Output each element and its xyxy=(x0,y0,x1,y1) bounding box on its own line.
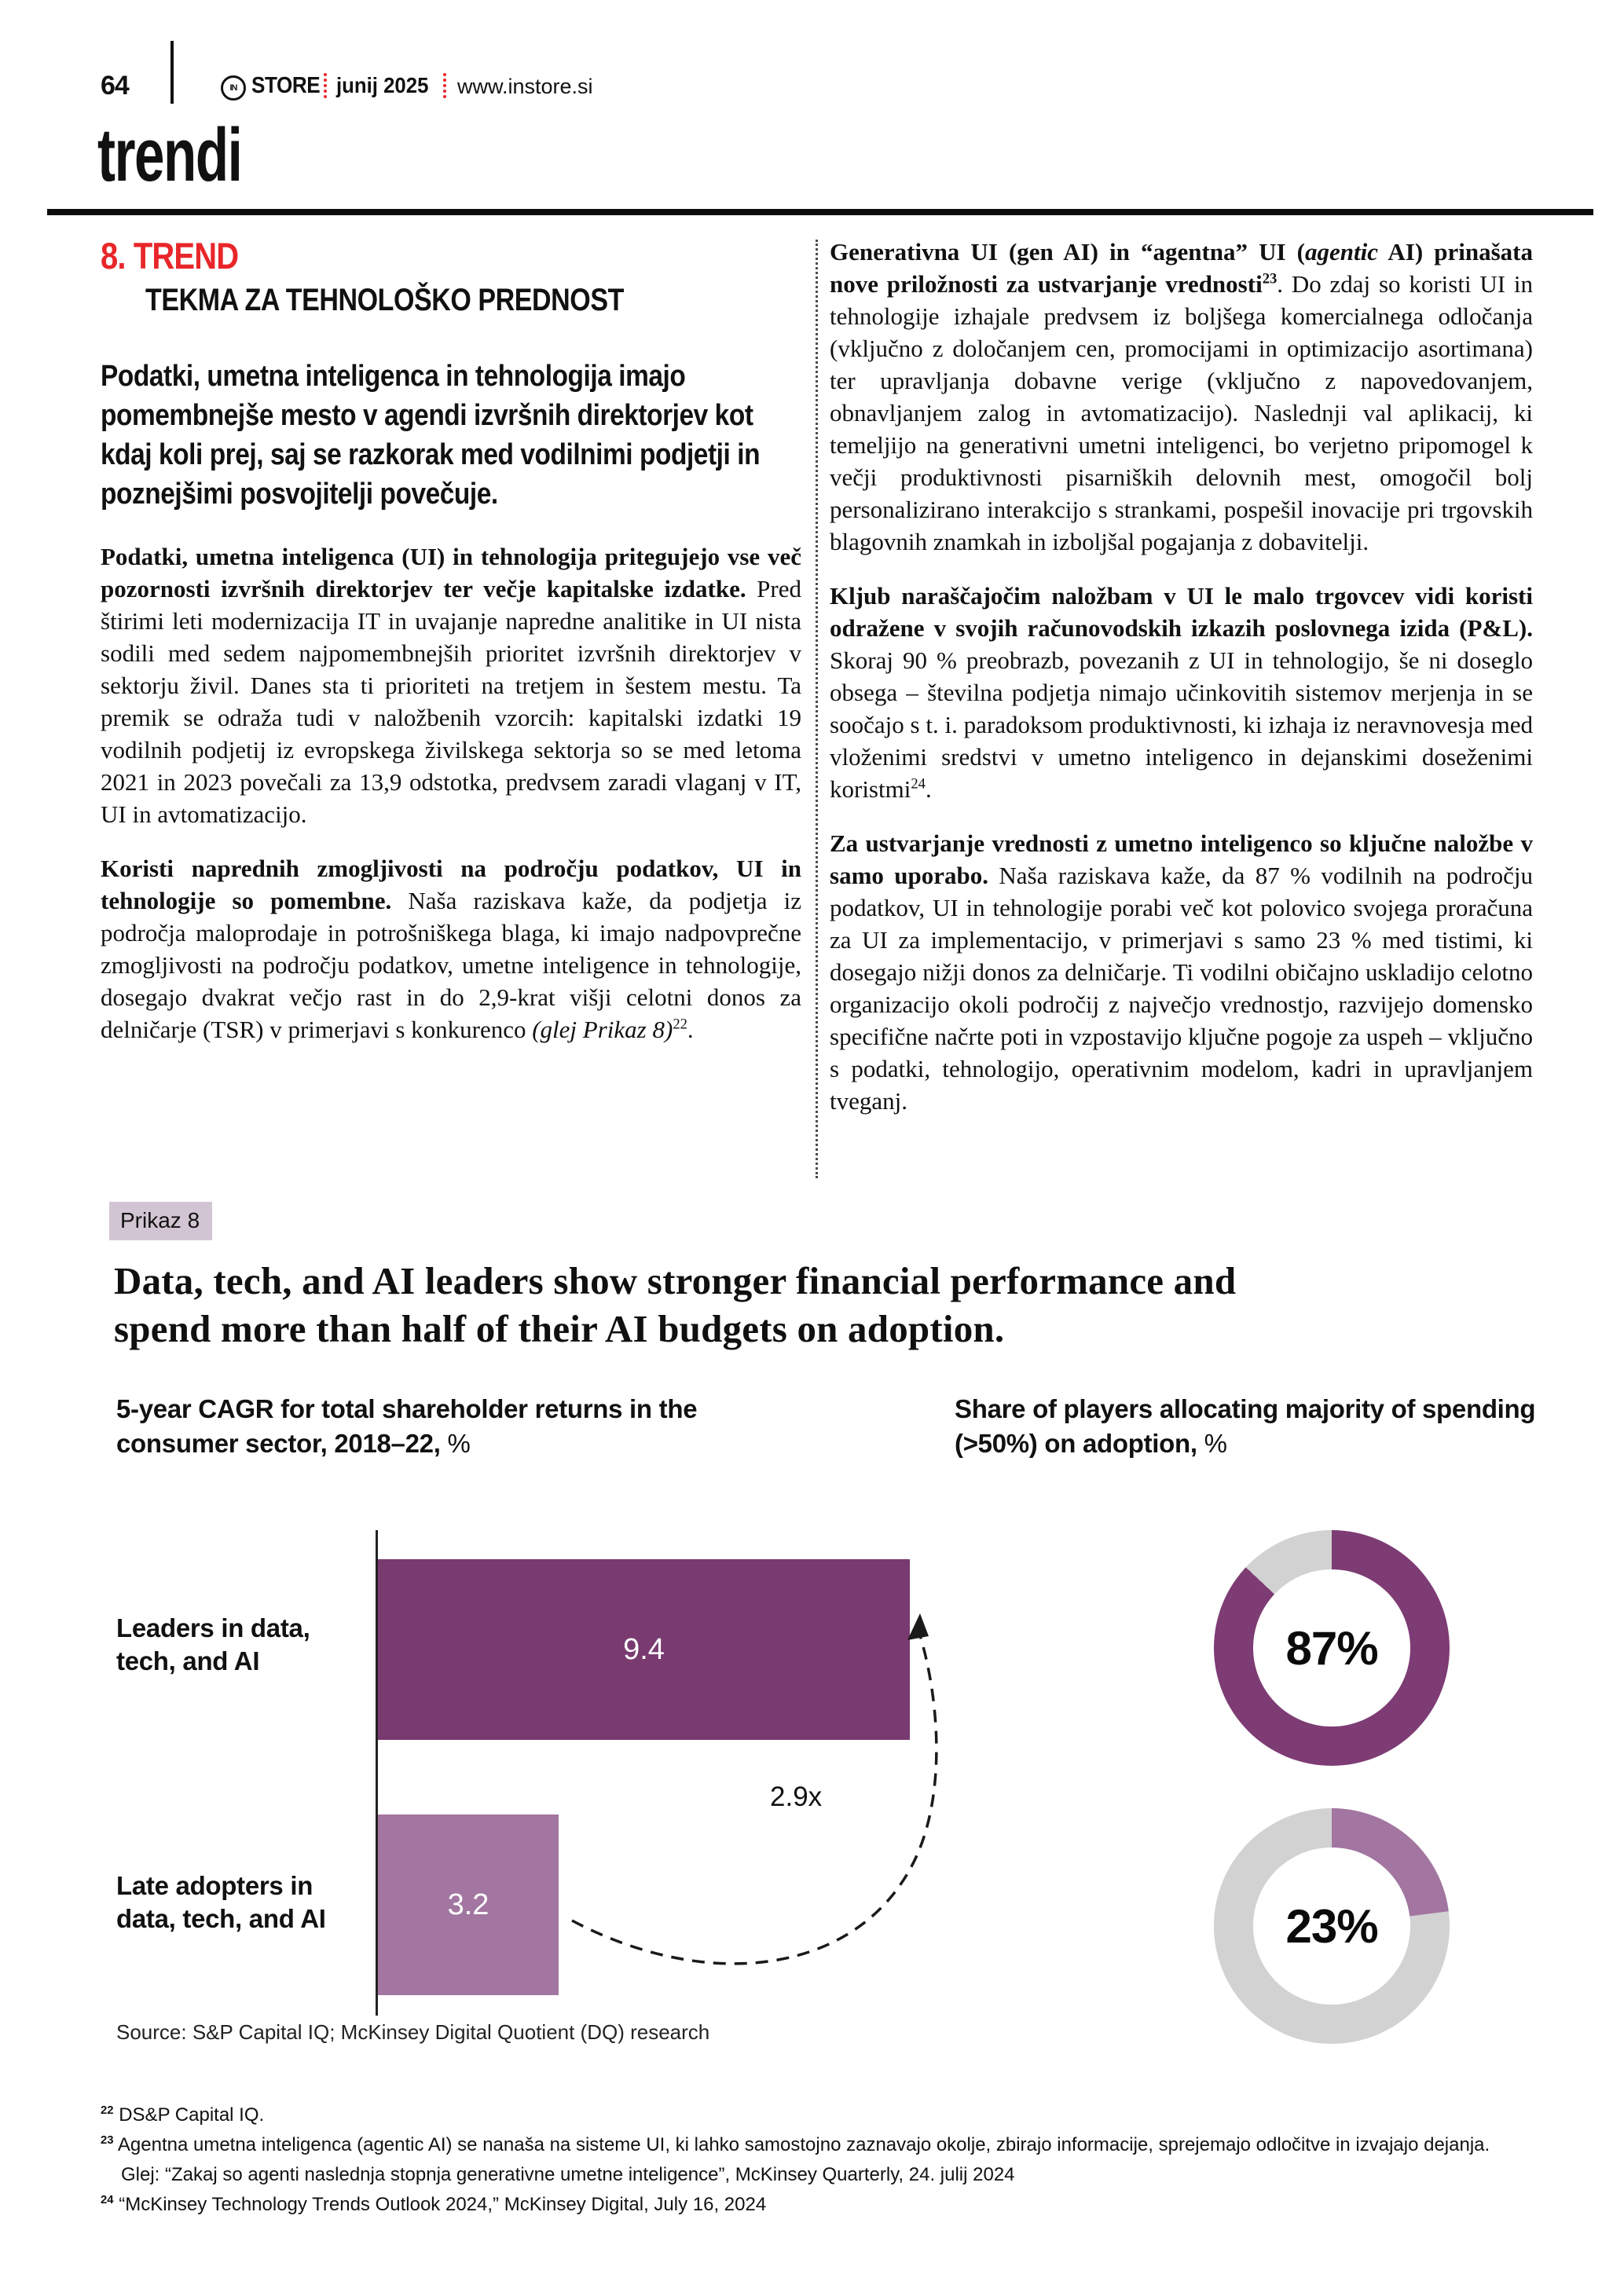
article-title xyxy=(145,283,801,317)
footnote-text: Agentna umetna inteligenca (agentic AI) se nanaša na sisteme UI, ki lahko samostojno zaznavajo okolje, zbirajo informacije, sprejemajo odločitve in izvajajo dejanja. Glej: “Zakaj so agenti naslednja stopnja generativne umetne inteligence”, McKinsey Quarterly, 24. julij 2024 xyxy=(117,2134,1490,2185)
donut-hole xyxy=(1253,1569,1410,1727)
page-number: 64 xyxy=(101,71,129,101)
chart-subtitle-left xyxy=(116,1392,792,1461)
article-kicker-text: 8. TREND xyxy=(101,235,239,276)
footnotes xyxy=(101,2100,1515,2220)
multiplier-annotation: 2.9x xyxy=(770,1782,823,1812)
chart-subtitle-unit: % xyxy=(447,1429,471,1458)
instore-logo-icon xyxy=(221,75,246,101)
donut-center-label: 87% xyxy=(1285,1621,1378,1675)
bar-category-label: Leaders in data, tech, and AI xyxy=(116,1613,310,1675)
paragraph-text: Skoraj 90 % preobrazb, povezanih z UI in tehnologijo, še ni doseglo obsega – številna podjetja nimajo učinkovitih sistemov merjenja in se soočajo s t. i. paradoksom produktivnosti, ki izhaja iz neravnovesja med vloženimi sredstvi v umetno inteligenco in dejanskimi doseženimi koristmi xyxy=(830,646,1533,803)
footnote-24 xyxy=(101,2190,1515,2220)
article-column-right xyxy=(830,236,1533,1139)
bar-value: 9.4 xyxy=(623,1632,665,1666)
logo-monogram: IN xyxy=(229,83,237,93)
footnote-marker: 24 xyxy=(911,775,926,793)
chart-source: Source: S&P Capital IQ; McKinsey Digital Quotient (DQ) research xyxy=(116,2020,710,2044)
footnote-23 xyxy=(101,2130,1515,2190)
bar-chart xyxy=(101,1524,965,2027)
arrowhead-icon xyxy=(907,1613,929,1640)
header-rule xyxy=(47,209,1593,215)
article-column-left xyxy=(101,236,801,1067)
exhibit-title: Data, tech, and AI leaders show stronger financial performance and spend more than half of their AI budgets on adoption. xyxy=(114,1259,1237,1350)
paragraph xyxy=(830,580,1533,805)
donut-chart-late-adopters xyxy=(1214,1808,1450,2044)
footnote-number: 22 xyxy=(101,2104,114,2117)
paragraph-text: Naša raziskava kaže, da 87 % vodilnih na področju podatkov, UI in tehnologije porabi več kot polovico svojega proračuna za UI za implementacijo, v primerjavi s samo 23 % med tistimi, ki dosegajo nižji donos za delničarje. Ti vodilni običajno uskladijo celotno organizacijo okoli področij z največjo vrednostjo, razvijejo domensko specifične načrte poti in vzpostavijo ključne pogoje za uspeh – vključno s podatki, tehnologijo, operativnim modelom, kadri in upravljanjem tveganj. xyxy=(830,862,1533,1115)
paragraph-italic: agentic xyxy=(1305,238,1378,265)
footnote-text: “McKinsey Technology Trends Outlook 2024,” McKinsey Digital, July 16, 2024 xyxy=(119,2194,767,2215)
section-title xyxy=(97,113,298,197)
section-title-text: trendi xyxy=(97,113,242,197)
exhibit-badge: Prikaz 8 xyxy=(109,1202,212,1240)
footnote-text: DS&P Capital IQ. xyxy=(119,2104,265,2126)
chart-subtitle-text: 5-year CAGR for total shareholder returns in the consumer sector, 2018–22, xyxy=(116,1394,698,1458)
bar-category-label: Late adopters in data, tech, and AI xyxy=(116,1871,326,1933)
masthead-separator-icon xyxy=(443,73,446,98)
footnote-marker: 22 xyxy=(673,1016,687,1033)
chart-subtitle-unit: % xyxy=(1204,1429,1227,1458)
footnote-number: 23 xyxy=(101,2134,114,2147)
article-kicker xyxy=(101,236,801,276)
masthead-logo-text: STORE xyxy=(251,73,321,98)
paragraph-lead-in: Koristi naprednih zmogljivosti na področju podatkov, UI in tehnologije so pomembne. xyxy=(101,855,801,914)
paragraph-text: Pred štirimi leti modernizacija IT in uvajanje napredne analitike in UI nista sodili med sedem najpomembnejših prioritet izvršnih direktorjev v sektorju živil. Danes sta ti prioriteti na tretjem in šestem mestu. Ta premik se odraža tudi v naložbenih vzorcih: kapitalski izdatki 19 vodilnih podjetij iz evropskega živilskega sektorja so se med letoma 2021 in 2023 povečali za 13,9 odstotka, predvsem zaradi vlaganj v IT, UI in avtomatizacijo. xyxy=(101,575,802,828)
paragraph-lead-in: Za ustvarjanje vrednosti z umetno inteligenco so ključne naložbe v samo uporabo. xyxy=(830,829,1533,889)
paragraph-lead-in: Kljub naraščajočim naložbam v UI le malo trgovcev vidi koristi odražene v svojih računovodskih izkazih poslovnega izida (P&L). xyxy=(830,582,1533,642)
bar-leaders xyxy=(378,1559,910,1740)
article-lead-text: Podatki, umetna inteligenca in tehnologija imajo pomembnejše mesto v agendi izvršnih direktorjev kot kdaj koli prej, saj se razkorak med vodilnimi podjetji in poznejšimi posvojitelji povečuje. xyxy=(101,360,761,511)
footnote-22 xyxy=(101,2100,1515,2130)
paragraph-lead-in: Podatki, umetna inteligenca (UI) in tehnologija pritegujejo vse več pozornosti izvršnih direktorjev ter večje kapitalske izdatke. xyxy=(101,543,801,602)
paragraph xyxy=(101,852,801,1045)
donut-chart-leaders xyxy=(1214,1530,1450,1766)
column-divider xyxy=(816,240,818,1178)
masthead-issue: junij 2025 xyxy=(336,73,429,97)
paragraph-text: Generativna UI (gen AI) in “agentna” UI ( xyxy=(830,238,1305,265)
footnote-marker: 23 xyxy=(1262,270,1278,287)
masthead-divider xyxy=(170,41,174,104)
masthead-website: www.instore.si xyxy=(457,75,593,98)
bar-value: 3.2 xyxy=(447,1888,489,1921)
masthead-separator-icon xyxy=(324,73,327,98)
bar-late-adopters xyxy=(378,1814,559,1995)
footnote-number: 24 xyxy=(101,2194,114,2206)
article-lead xyxy=(101,357,801,514)
exhibit-reference: (glej Prikaz 8) xyxy=(532,1016,673,1043)
article-title-text: TEKMA ZA TEHNOLOŠKO PREDNOST xyxy=(145,283,624,317)
paragraph xyxy=(830,236,1533,558)
paragraph-text: AI) prinašata nove priložnosti za ustvarjanje vrednosti xyxy=(830,238,1533,298)
paragraph-text: Naša raziskava kaže, da podjetja iz področja maloprodaje in potrošniškega blaga, ki imajo nadpovprečne zmogljivosti na področju podatkov, umetne inteligence in tehnologije, dosegajo dvakrat večjo rast in do 2,9-krat višji celotni donos za delničarje (TSR) v primerjavi s konkurenco xyxy=(101,887,801,1043)
paragraph xyxy=(830,827,1533,1117)
chart-subtitle-text: Share of players allocating majority of spending (>50%) on adoption, xyxy=(955,1394,1536,1458)
paragraph-text: . Do zdaj so koristi UI in tehnologije izhajale predvsem iz boljšega komercialnega odločanja (vključno z določanjem cen, promocijami in optimizacijo asortimana) ter upravljanja dobavne verige (vključno z napovedovanjem, obnavljanjem zalog in avtomatizacijo). Naslednji val aplikacij, ki temeljijo na generativni umetni inteligenci, bo verjetno pripomogel k večji produktivnosti pisarniških delovnih mest, omogočil bolj personalizirano interakcijo s strankami, pospešil inovacije pri trgovskih blagovnih znamkah in izboljšal pogajanja z dobavitelji. xyxy=(830,270,1533,555)
paragraph-text: . xyxy=(687,1016,694,1043)
paragraph-text: . xyxy=(925,775,932,803)
chart-subtitle-right xyxy=(955,1392,1583,1461)
paragraph xyxy=(101,540,801,830)
donut-center-label: 23% xyxy=(1285,1899,1378,1953)
donut-hole xyxy=(1253,1847,1410,2005)
